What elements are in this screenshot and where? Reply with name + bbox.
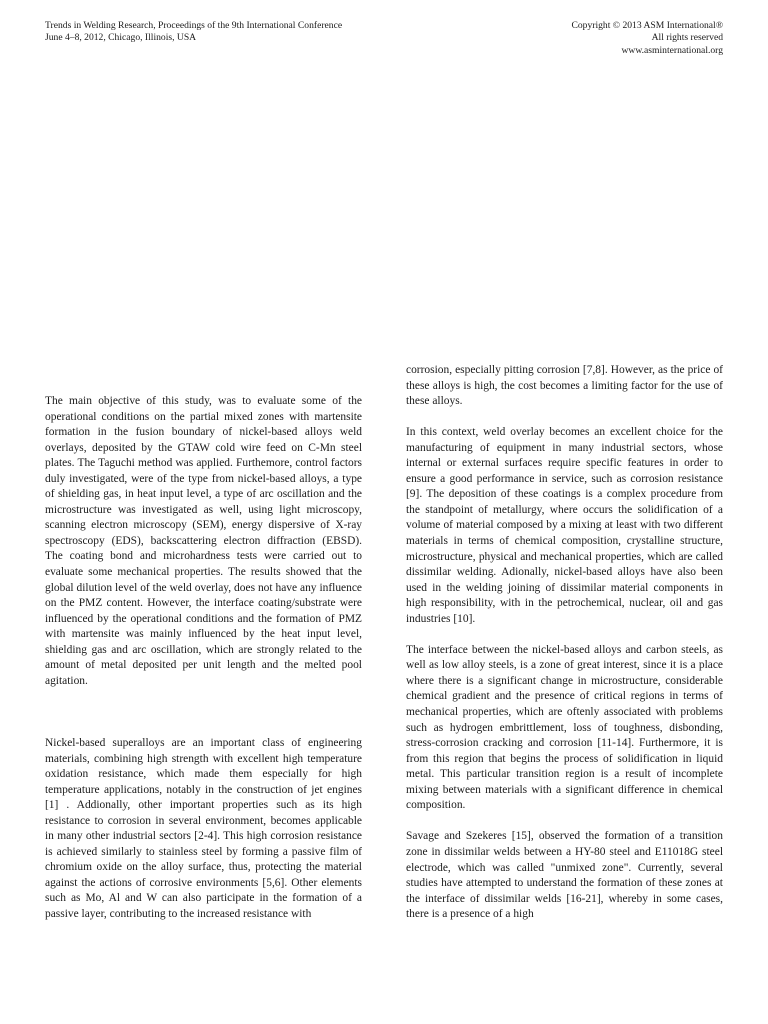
conference-date-location: June 4–8, 2012, Chicago, Illinois, USA (45, 32, 197, 44)
body-paragraph-interface: The interface between the nickel-based alloys and carbon steels, as well as low alloy steels, is a zone of great interest, since it is a place where there is a significant change in microstructure, considerable chemical gradient and the presence of critical regions in terms of mechanical properties, which are oftenly associated with problems such as hydrogen embrittlement, loss of toughness, disbonding, stress-corrosion cracking and corrosion [11-14]. Furthermore, it is from this region that begins the process of solidification in liquid metal. This particular transition region is a result of incomplete mixing between materials with a significant difference in chemical composition. (406, 643, 723, 812)
body-paragraph-continuation: corrosion, especially pitting corrosion [7,8]. However, as the price of these alloys is high, the cost becomes a limiting factor for the use of these alloys. (406, 364, 723, 408)
body-paragraph-savage-szekeres: Savage and Szekeres [15], observed the formation of a transition zone in dissimilar welds between a HY-80 steel and E11018G steel electrode, which was called "unmixed zone". Currently, several studies have attempted to understand the formation of these zones at the interface of dissimilar welds [16-21], whereby in some cases, there is a presence of a high (406, 830, 723, 921)
publisher-website: www.asminternational.org (621, 44, 723, 56)
abstract-column (45, 394, 362, 689)
abstract-paragraph: The main objective of this study, was to evaluate some of the operational conditions on the partial mixed zones with martensite formation in the fusion boundary of nickel-based alloys weld overlays, deposited by the GTAW cold wire feed on C-Mn steel plates. The Taguchi method was applied. Furthemore, control factors duly investigated, were of the type from nickel-based alloys, a type of shielding gas, in heat input level, a type of arc oscillation and the microstructure was investigated as well, using light microscopy, scanning electron microscopy (SEM), energy dispersive of X-ray spectroscopy (EDS), backscattering electron diffraction (EBSD). The coating bond and microhardness tests were carried out to evaluate some mechanical properties. The results showed that the global dilution level of the weld overlay, does not have any influence on the PMZ content. However, the interface coating/substrate were influenced by the operational conditions and the formation of PMZ with martensite was mainly influenced by the heat input level, shielding gas and arc oscillation, which are strongly related to the amount of metal deposited per unit length and the melted pool agitation. (45, 395, 362, 687)
introduction-column-left (45, 736, 362, 923)
running-header-right (480, 20, 723, 57)
rights-reserved: All rights reserved (651, 32, 723, 44)
conference-title: Trends in Welding Research, Proceedings of the 9th International Conference (45, 20, 343, 31)
body-paragraph-weld-overlay: In this context, weld overlay becomes an excellent choice for the manufacturing of equipment in many industrial sectors, whose internal or external surfaces require specific features in order to ensure a good performance in service, such as corrosion resistance [9]. The deposition of these coatings is a complex procedure from the standpoint of metallurgy, where occurs the solidification of a volume of material composed by a mixing at least with two different materials in terms of chemical composition, crystalline structure, microstructure, physical and mechanical properties, which are called dissimilar welding. Adionally, nickel-based alloys have also been used in the welding joining of dissimilar material components in high responsibility, with in the petrochemical, nuclear, oil and gas industries [10]. (406, 426, 723, 625)
body-column-right (406, 363, 723, 923)
introduction-paragraph-1: Nickel-based superalloys are an important class of engineering materials, combining high strength with excellent high temperature oxidation resistance, which made them especially for high temperature applications, notably in the construction of jet engines [1] . Addionally, other important properties such as its high resistance to corrosion in several environment, becomes applicable in many other industrial sectors [2-4]. This high corrosion resistance is achieved similarly to stainless steel by forming a passive film of chromium oxide on the alloy surface, thus, protecting the material against the actions of corrosive environments [5,6]. Other elements such as Mo, Al and W can also participate in the formation of a passive layer, contributing to the increased resistance with (45, 737, 362, 921)
copyright-notice: Copyright © 2013 ASM International® (571, 20, 723, 31)
running-header-left (45, 20, 405, 45)
